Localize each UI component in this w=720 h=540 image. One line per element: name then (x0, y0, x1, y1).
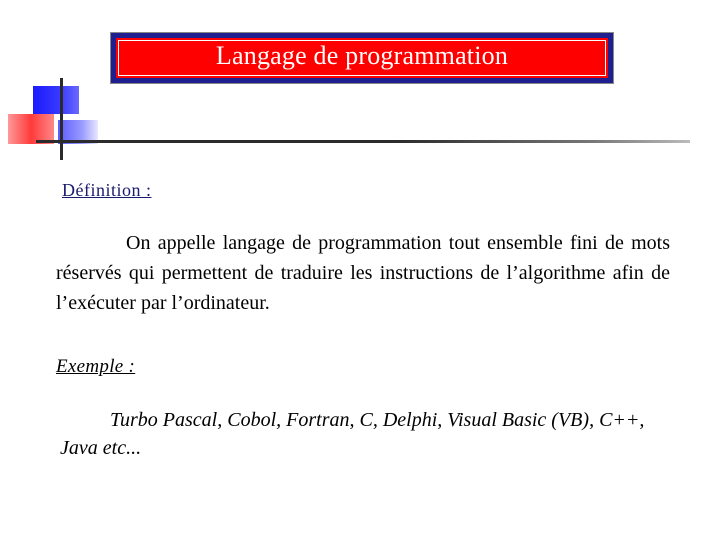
corner-ornament (0, 0, 700, 170)
ornament-blue-square (33, 86, 79, 114)
ornament-horizontal-line (36, 140, 690, 143)
slide-title: Langage de programmation (215, 41, 509, 70)
ornament-light-blue-square (58, 120, 98, 144)
title-banner (111, 33, 613, 83)
ornament-red-square (8, 114, 54, 144)
ornament-vertical-line (60, 78, 63, 160)
example-paragraph: Turbo Pascal, Cobol, Fortran, C, Delphi, Visual Basic (VB), C++, Java etc... (60, 409, 645, 459)
definition-label: Définition : (62, 180, 152, 200)
definition-paragraph: On appelle langage de programmation tout ensemble fini de mots réservés qui permettent de traduire les instructions de l’algorithme afin de l’exécuter par l’ordinateur. (56, 232, 670, 314)
example-label: Exemple : (56, 356, 136, 377)
